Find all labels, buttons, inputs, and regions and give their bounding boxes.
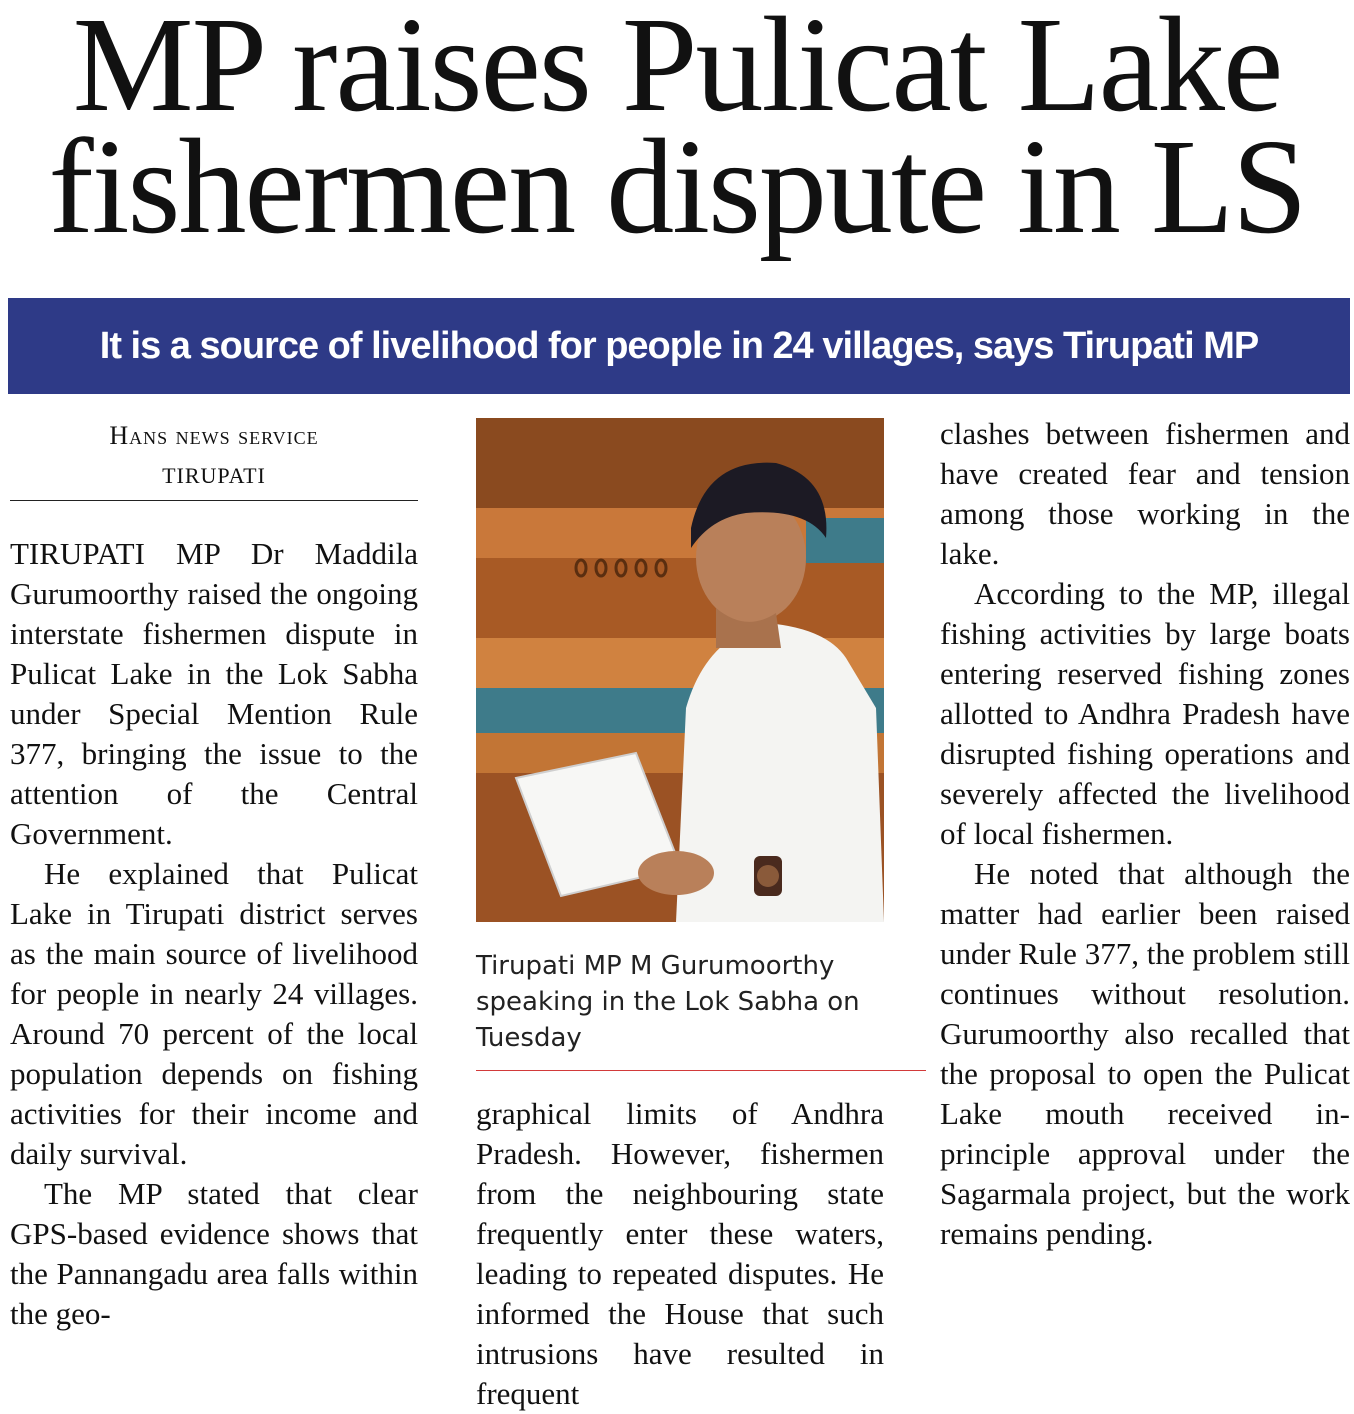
byline: Hans news service: [109, 421, 319, 450]
headline-line-1: MP raises Pulicat Lake: [72, 0, 1282, 140]
article-column-2: [476, 1094, 884, 1414]
subheadline: It is a source of livelihood for people in 24 villages, says Tirupati MP: [99, 324, 1259, 367]
photo-illustration: [476, 418, 884, 922]
dateline: TIRUPATI: [162, 463, 266, 488]
article-photo: [476, 418, 884, 922]
photo-caption: Tirupati MP M Gurumoorthy speaking in the Lok Sabha on Tuesday: [476, 951, 860, 1053]
paragraph-5: clashes between fishermen and have created fear and tension among those working in the lake.: [940, 416, 1350, 571]
paragraph-1: TIRUPATI MP Dr Maddila Gurumoorthy raised the ongoing interstate fishermen dispute in Pulicat Lake in the Lok Sabha under Special Mention Rule 377, bringing the issue to the attention of the Central Government.: [10, 536, 418, 851]
paragraph-7: He noted that although the matter had earlier been raised under Rule 377, the problem still continues without resolution. Gurumoorthy also recalled that the proposal to open the Pulicat Lake mouth received in-principle approval under the Sagarmala project, but the work remains pending.: [940, 856, 1350, 1251]
article-column-1: [10, 534, 418, 1334]
article-column-3: [940, 414, 1350, 1254]
byline-block: [10, 416, 418, 496]
caption-divider: [476, 1070, 926, 1071]
headline: [0, 0, 1354, 262]
paragraph-3: The MP stated that clear GPS-based evidence shows that the Pannangadu area falls within the geo-: [10, 1176, 418, 1331]
headline-line-2: fishermen dispute in LS: [48, 112, 1306, 262]
paragraph-2: He explained that Pulicat Lake in Tirupati district serves as the main source of livelihood for people in nearly 24 villages. Around 70 percent of the local population depends on fishing activities for their income and daily survival.: [10, 856, 418, 1171]
paragraph-6: According to the MP, illegal fishing activities by large boats entering reserved fishing zones allotted to Andhra Pradesh have disrupted fishing operations and severely affected the livelihood of local fishermen.: [940, 576, 1350, 851]
paragraph-4: graphical limits of Andhra Pradesh. However, fishermen from the neighbouring state frequently enter these waters, leading to repeated disputes. He informed the House that such intrusions have resulted in frequent: [476, 1096, 884, 1411]
byline-divider: [10, 500, 418, 501]
subheadline-banner: [8, 298, 1350, 394]
